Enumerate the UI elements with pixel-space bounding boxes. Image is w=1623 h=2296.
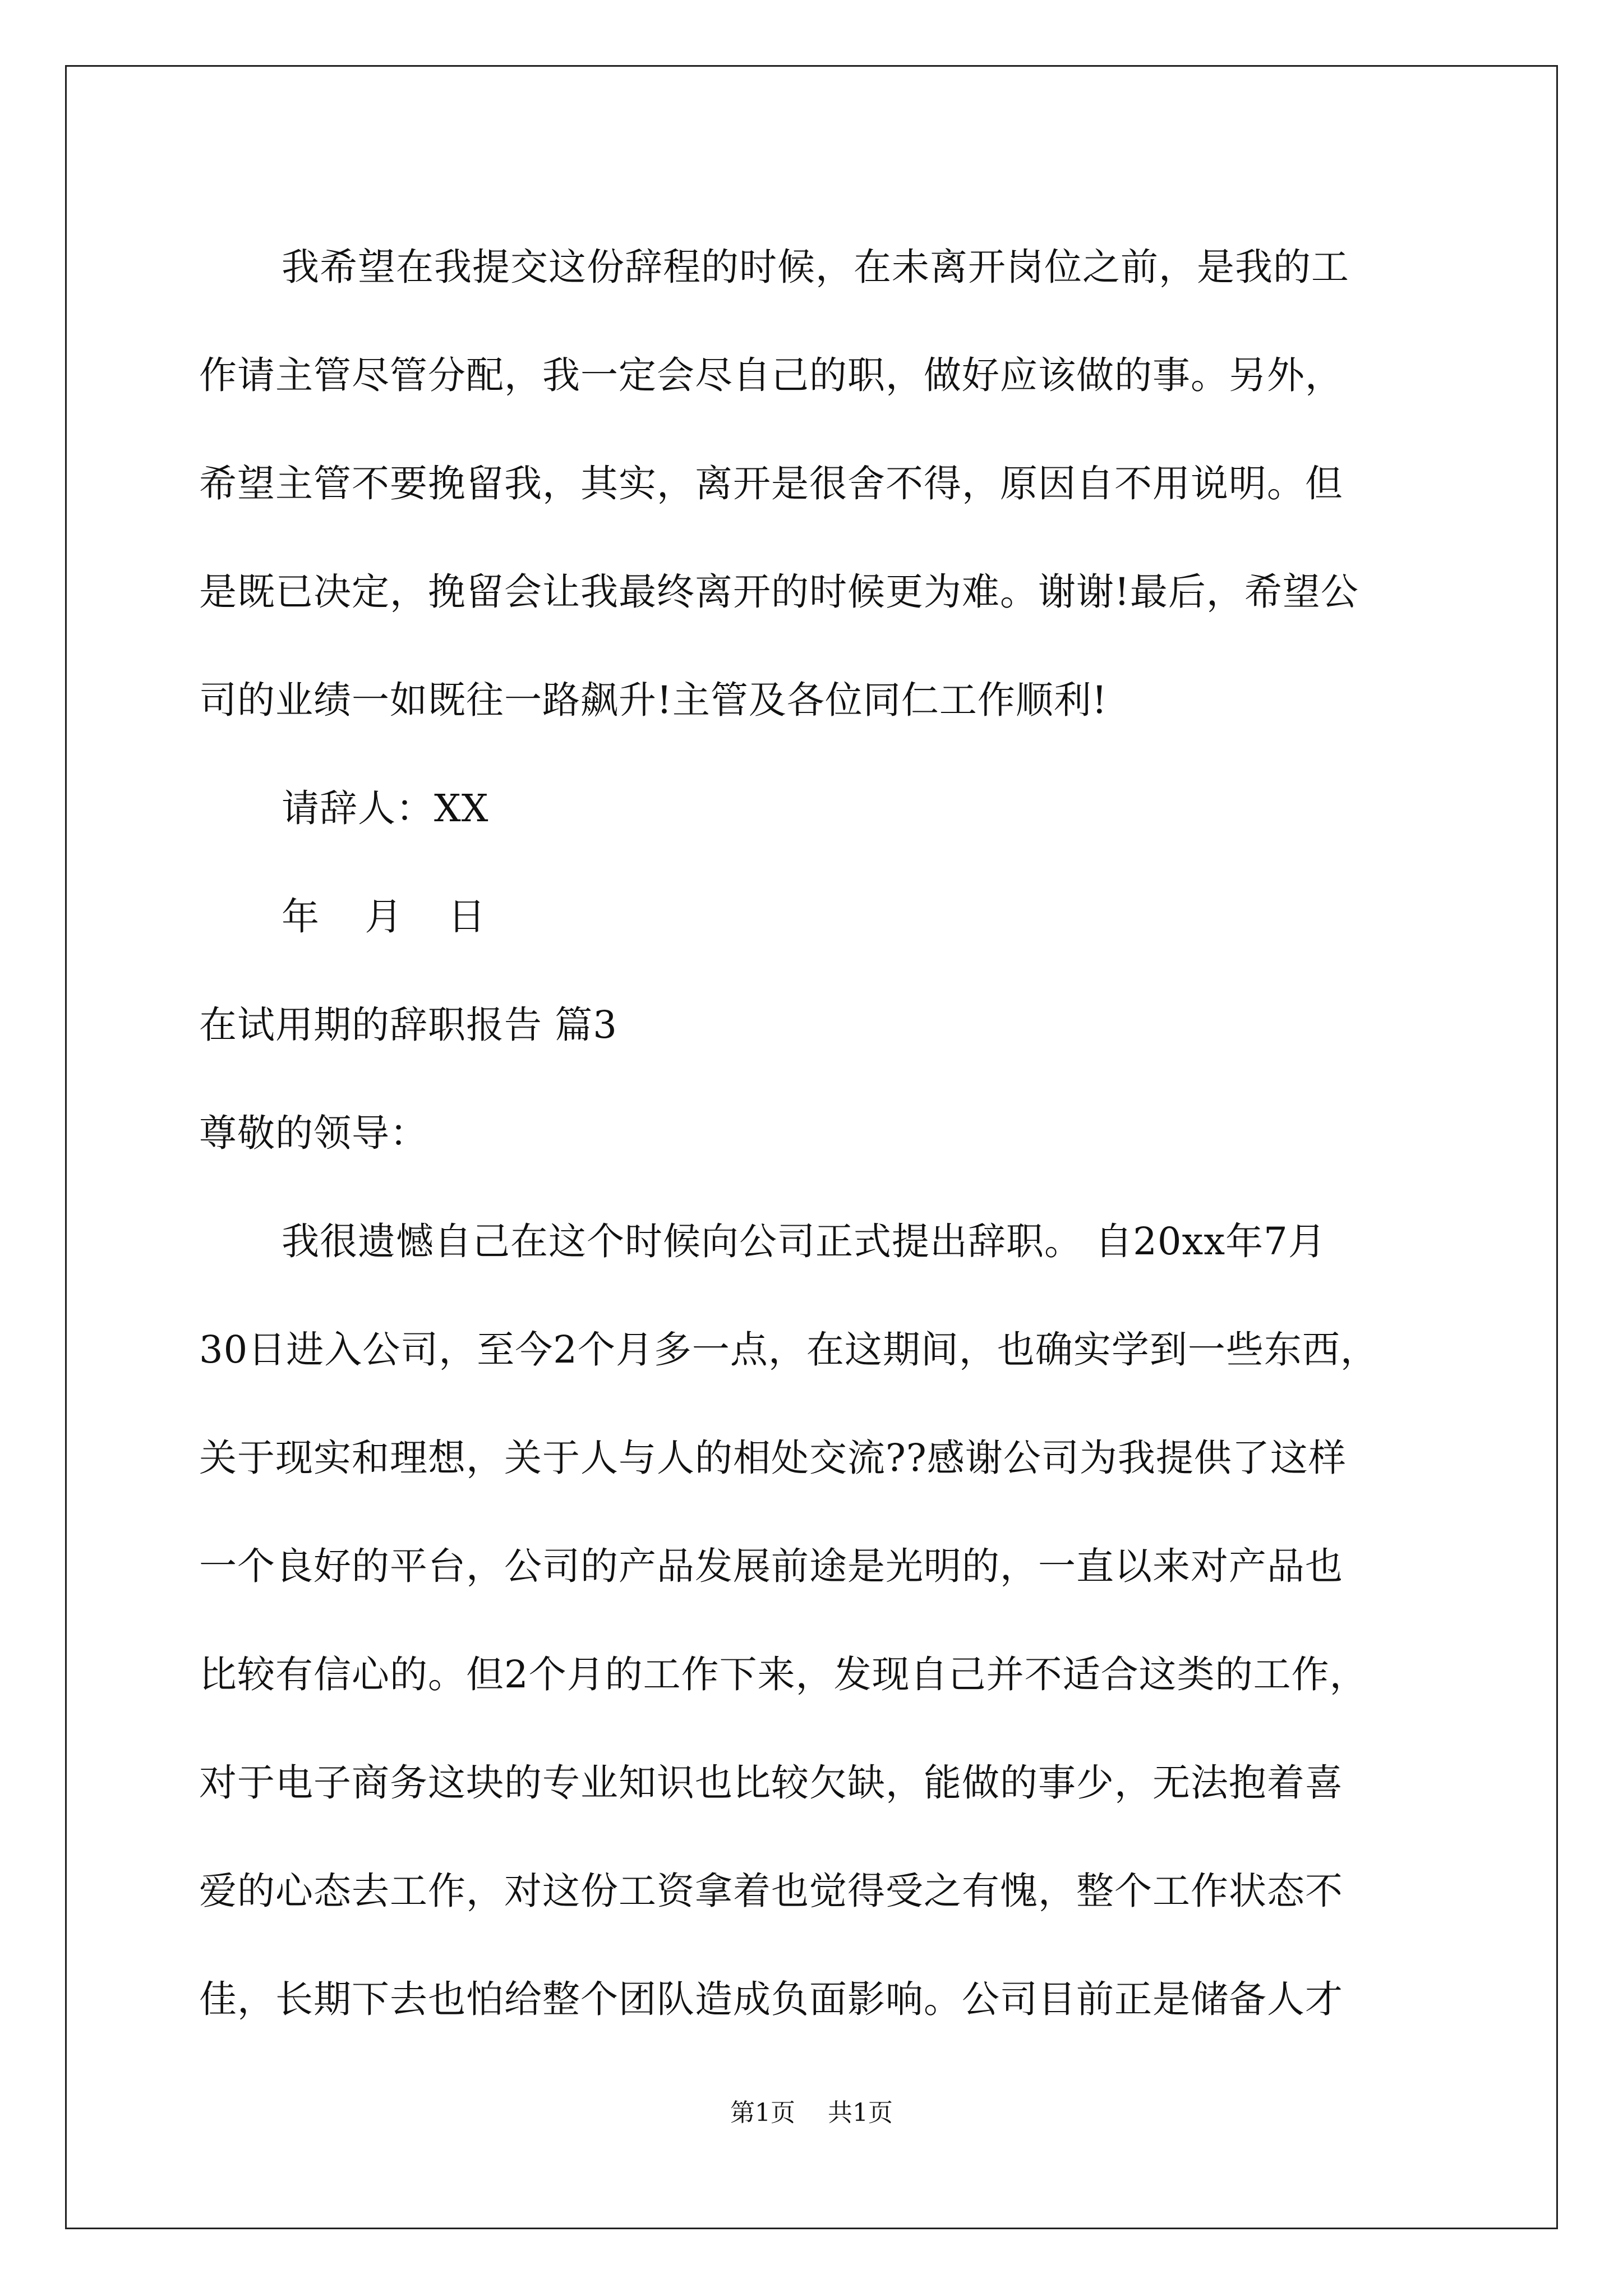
paragraph-line: 佳，长期下去也怕给整个团队造成负面影响。公司目前正是储备人才 bbox=[199, 1977, 1343, 2021]
paragraph-line: 对于电子商务这块的专业知识也比较欠缺，能做的事少，无法抱着喜 bbox=[199, 1761, 1343, 1805]
document-body bbox=[199, 213, 1433, 2054]
paragraph-line: 作请主管尽管分配，我一定会尽自己的职，做好应该做的事。另外， bbox=[199, 353, 1343, 397]
page-footer bbox=[0, 2092, 1623, 2128]
paragraph-line: 爱的心态去工作，对这份工资拿着也觉得受之有愧，整个工作状态不 bbox=[199, 1869, 1343, 1913]
paragraph-line: 关于现实和理想，关于人与人的相处交流??感谢公司为我提供了这样 bbox=[199, 1436, 1347, 1480]
paragraph-line: 司的业绩一如既往一路飙升!主管及各位同仁工作顺利! bbox=[199, 678, 1108, 722]
paragraph-line: 比较有信心的。但2个月的工作下来，发现自己并不适合这类的工作， bbox=[199, 1653, 1368, 1696]
salutation: 尊敬的领导： bbox=[199, 1111, 428, 1155]
date-month-label: 月 bbox=[365, 895, 403, 938]
paragraph-line: 一个良好的平台，公司的产品发展前途是光明的，一直以来对产品也 bbox=[199, 1544, 1343, 1588]
date-year-label: 年 bbox=[282, 895, 320, 938]
paragraph-line: 我很遗憾自己在这个时候向公司正式提出辞职。 自20xx年7月 bbox=[282, 1220, 1326, 1263]
section-heading: 在试用期的辞职报告 篇3 bbox=[199, 1003, 617, 1047]
signature-line: 请辞人：XX bbox=[282, 786, 489, 830]
paragraph-line: 希望主管不要挽留我，其实，离开是很舍不得，原因自不用说明。但 bbox=[199, 462, 1343, 505]
page-total: 共1页 bbox=[828, 2099, 893, 2127]
date-line bbox=[199, 863, 1433, 971]
paragraph-line: 30日进入公司，至今2个月多一点，在这期间，也确实学到一些东西， bbox=[199, 1328, 1378, 1372]
date-day-label: 日 bbox=[448, 895, 486, 938]
paragraph-line: 我希望在我提交这份辞程的时候，在未离开岗位之前，是我的工 bbox=[282, 245, 1349, 289]
page-number: 第1页 bbox=[730, 2099, 795, 2127]
paragraph-line: 是既已决定，挽留会让我最终离开的时候更为难。谢谢!最后，希望公 bbox=[199, 570, 1359, 614]
